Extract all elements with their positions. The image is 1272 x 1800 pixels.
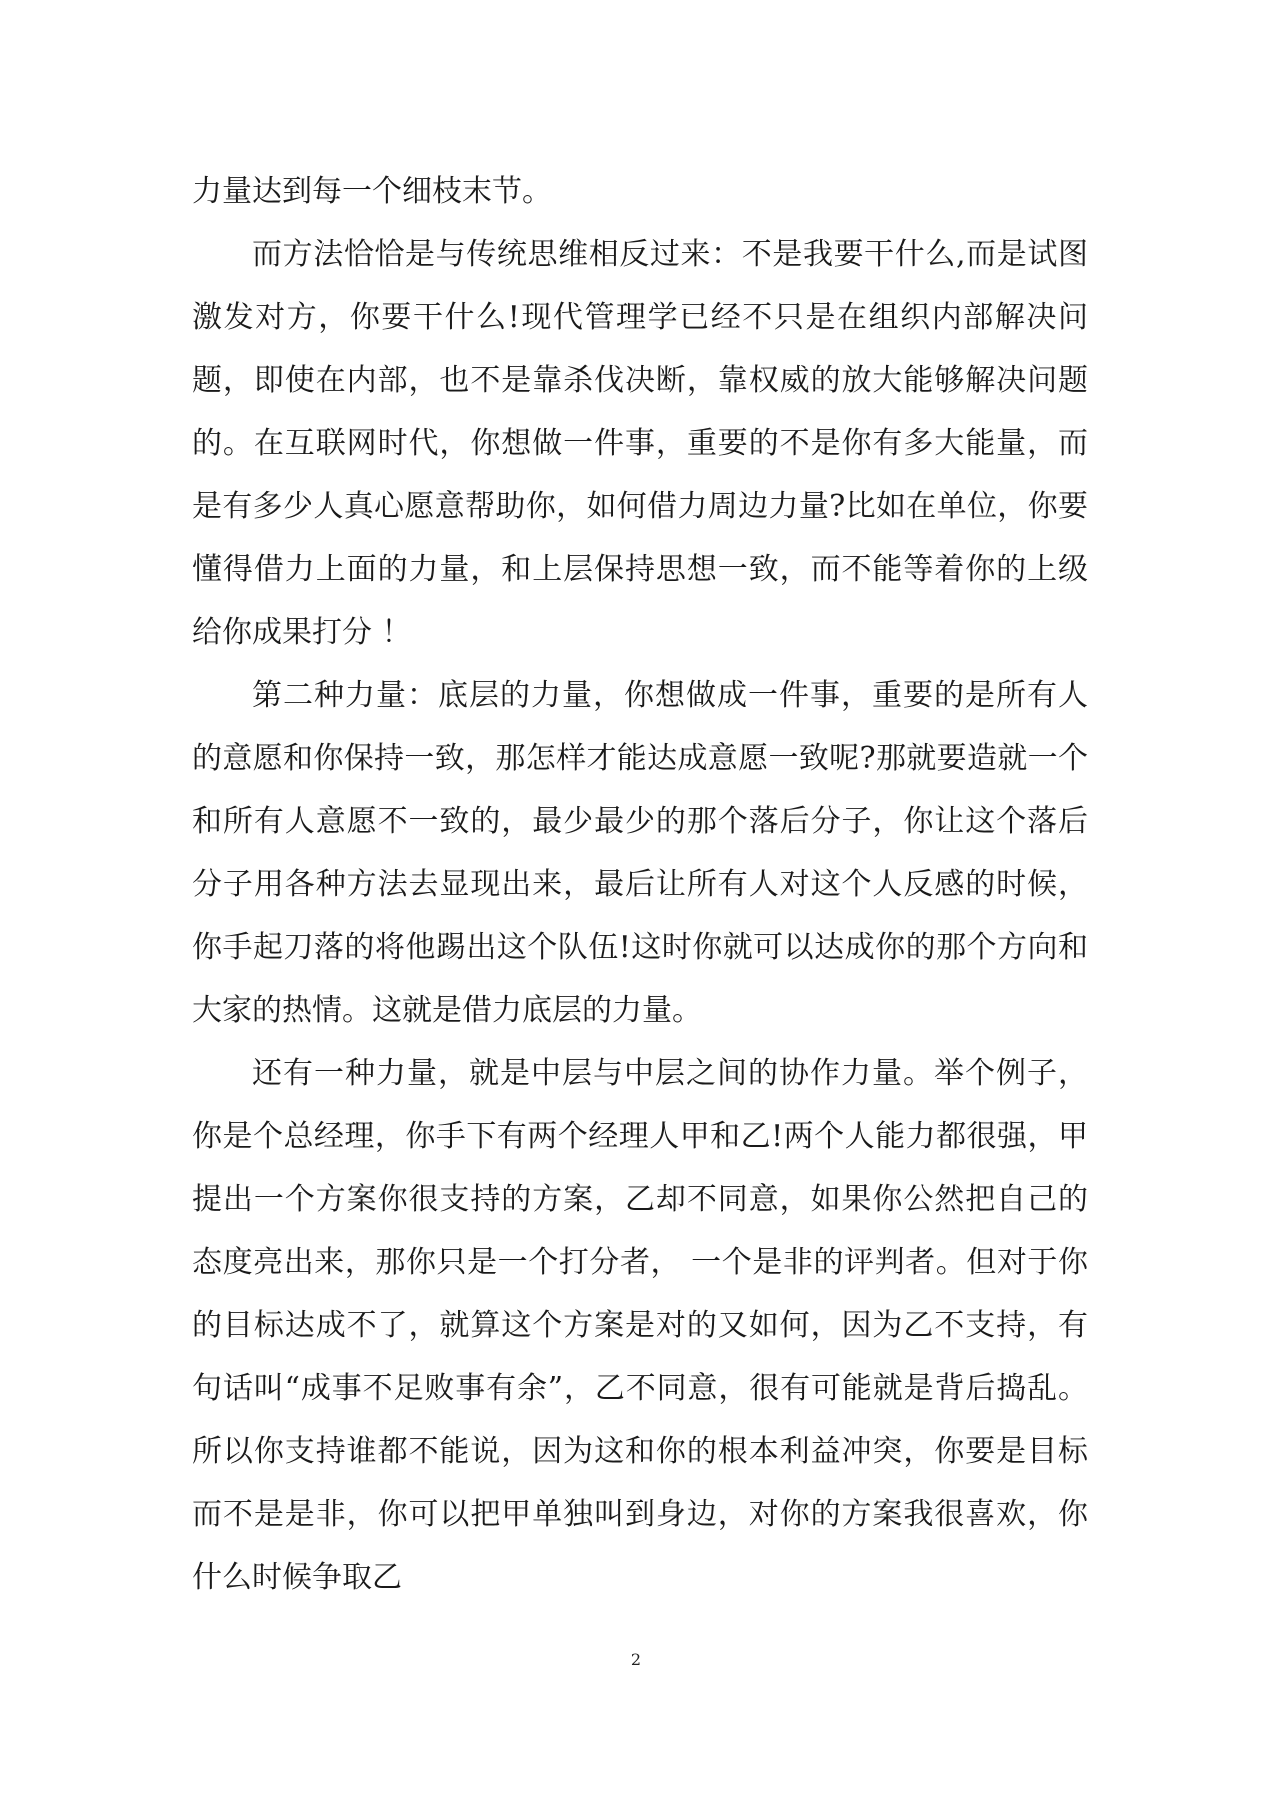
paragraph-method: 而方法恰恰是与传统思维相反过来：不是我要干什么,而是试图激发对方，你要干什么!现代管理学已经不只是在组织内部解决问题，即使在内部，也不是靠杀伐决断，靠权威的放大能够解决问题的。在互联网时代，你想做一件事，重要的不是你有多大能量，而是有多少人真心愿意帮助你，如何借力周边力量?比如在单位，你要懂得借力上面的力量，和上层保持思想一致，而不能等着你的上级给你成果打分 ！ xyxy=(192,237,1088,650)
paragraph-continuation: 力量达到每一个细枝末节。 xyxy=(192,174,552,209)
paragraph-middle-force: 还有一种力量，就是中层与中层之间的协作力量。举个例子，你是个总经理，你手下有两个经理人甲和乙!两个人能力都很强，甲提出一个方案你很支持的方案，乙却不同意，如果你公然把自己的态度亮出来，那你只是一个打分者， 一个是非的评判者。但对于你的目标达成不了，就算这个方案是对的又如何，因为乙不支持，有句话叫“成事不足败事有余”，乙不同意，很有可能就是背后捣乱。所以你支持谁都不能说，因为这和你的根本利益冲突，你要是目标而不是是非，你可以把甲单独叫到身边，对你的方案我很喜欢，你什么时候争取乙 xyxy=(192,1056,1088,1595)
paragraph-bottom-force: 第二种力量：底层的力量，你想做成一件事，重要的是所有人的意愿和你保持一致，那怎样才能达成意愿一致呢?那就要造就一个和所有人意愿不一致的，最少最少的那个落后分子，你让这个落后分子用各种方法去显现出来，最后让所有人对这个人反感的时候，你手起刀落的将他踢出这个队伍!这时你就可以达成你的那个方向和大家的热情。这就是借力底层的力量。 xyxy=(192,678,1088,1028)
page-number: 2 xyxy=(630,1650,642,1669)
body-text xyxy=(192,160,1088,1609)
